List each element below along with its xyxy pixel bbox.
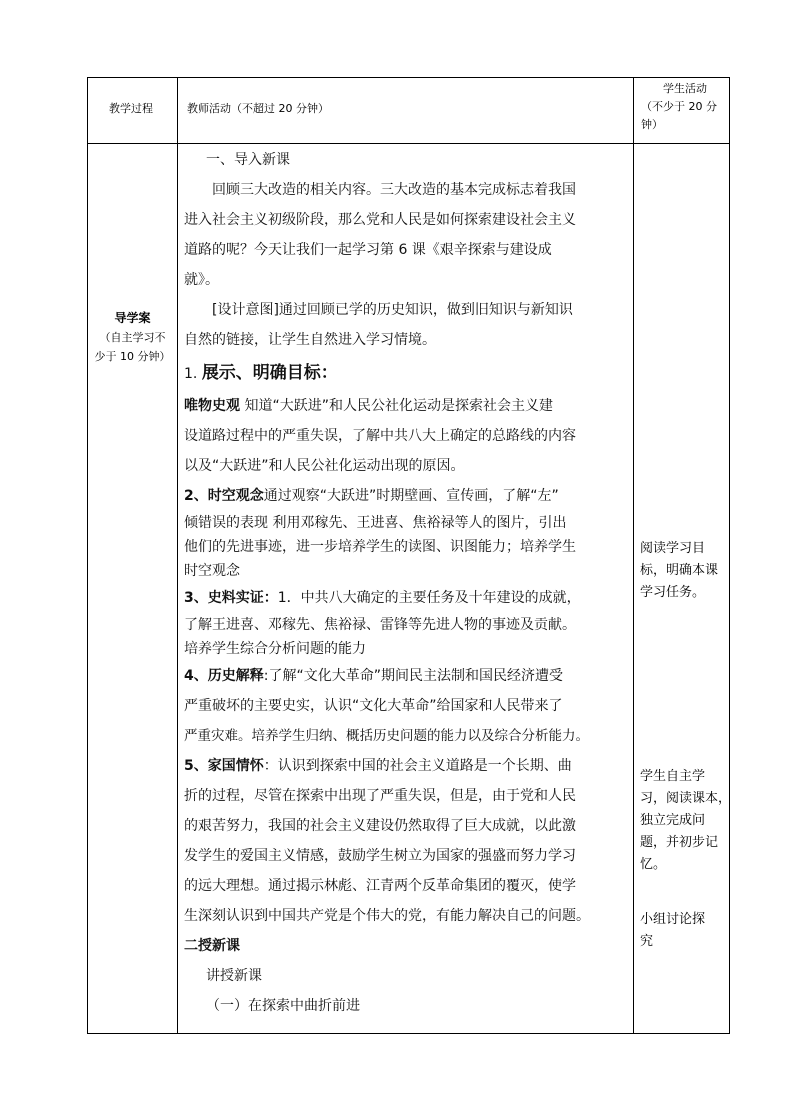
goal-1-text: 知道“大跃进”和人民公社化运动是探索社会主义建 bbox=[240, 398, 553, 414]
lesson-plan-table bbox=[87, 77, 730, 1034]
column-divider-1 bbox=[177, 78, 178, 1033]
goal-3-text: 1．中共八大确定的主要任务及十年建设的成就， bbox=[277, 590, 581, 606]
goal-1-label: 唯物史观 bbox=[184, 398, 240, 414]
design-intent-line-2: 自然的链接，让学生自然进入学习情境。 bbox=[184, 332, 436, 348]
guide-title: 导学案 bbox=[114, 311, 151, 325]
teach-subheading: 讲授新课 bbox=[206, 968, 262, 984]
activity-1-line-2: 标，明确本课 bbox=[640, 563, 719, 578]
activity-2-line-2: 习，阅读课本， bbox=[640, 791, 732, 806]
goal-3-label: 3、史料实证： bbox=[184, 590, 278, 606]
teach-heading: 二授新课 bbox=[184, 938, 240, 954]
header-student-activity-line3: 钟） bbox=[641, 118, 663, 131]
goal-1-line-1 bbox=[184, 391, 634, 421]
goals-number: 1. bbox=[184, 366, 198, 382]
goal-5-line-4: 发学生的爱国主义情感，鼓励学生树立为国家的强盛而努力学习 bbox=[184, 848, 576, 864]
teach-item-1: （一）在探索中曲折前进 bbox=[206, 998, 360, 1014]
goal-5-line-5: 的远大理想。通过揭示林彪、江青两个反革命集团的覆灭，使学 bbox=[184, 878, 576, 894]
activity-2-line-1: 学生自主学 bbox=[640, 769, 706, 784]
goal-4-text: :了解“文化大革命”期间民主法制和国民经济遭受 bbox=[263, 668, 563, 684]
teacher-activity-content bbox=[184, 145, 634, 1021]
activity-group-discussion bbox=[640, 909, 730, 953]
goal-3-line-3: 培养学生综合分析问题的能力 bbox=[184, 641, 366, 657]
goals-heading-text: 展示、明确目标： bbox=[201, 363, 338, 383]
goal-5-line-6: 生深刻认识到中国共产党是个伟大的党，有能力解决自己的问题。 bbox=[184, 908, 590, 924]
intro-line-3: 道路的呢？今天让我们一起学习第 6 课《艰辛探索与建设成 bbox=[184, 242, 552, 258]
goal-4-label: 4、历史解释 bbox=[184, 668, 264, 684]
goal-2-line-4: 时空观念 bbox=[184, 563, 240, 579]
design-intent-line-1: [设计意图]通过回顾已学的历史知识，做到旧知识与新知识 bbox=[212, 302, 573, 318]
intro-line-2: 进入社会主义初级阶段，那么党和人民是如何探索建设社会主义 bbox=[184, 212, 576, 228]
intro-line-1: 回顾三大改造的相关内容。三大改造的基本完成标志着我国 bbox=[212, 182, 576, 198]
guide-note-line1: （自主学习不 bbox=[99, 331, 166, 344]
intro-line-4: 就》。 bbox=[184, 272, 219, 288]
header-student-activity bbox=[641, 80, 729, 134]
activity-self-study bbox=[640, 766, 730, 876]
header-teaching-process: 教学过程 bbox=[109, 102, 153, 115]
goal-4-line-3: 严重灾难。培养学生归纳、概括历史问题的能力以及综合分析能力。 bbox=[184, 728, 589, 744]
goal-2-text: 通过观察“大跃进”时期壁画、宣传画，了解“左” bbox=[263, 488, 559, 504]
activity-2-line-3: 独立完成问 bbox=[640, 813, 706, 828]
activity-2-line-5: 忆。 bbox=[640, 857, 667, 872]
header-student-activity-line2: （不少于 20 分 bbox=[641, 100, 717, 113]
goal-2-label: 2、时空观念 bbox=[184, 488, 264, 504]
header-student-activity-line1: 学生活动 bbox=[663, 82, 707, 95]
activity-2-line-4: 题，并初步记 bbox=[640, 835, 719, 850]
goal-1-line-2: 设道路过程中的严重失误，了解中共八大上确定的总路线的内容 bbox=[184, 428, 576, 444]
header-divider bbox=[88, 143, 729, 144]
goal-5-label: 5、家国情怀 bbox=[184, 758, 264, 774]
goals-heading bbox=[184, 355, 634, 391]
goal-5-line-2: 折的过程，尽管在探索中出现了严重失误，但是，由于党和人民 bbox=[184, 788, 576, 804]
activity-read-goals bbox=[640, 538, 730, 604]
goal-2-line-2: 倾错误的表现 利用邓稼先、王进喜、焦裕禄等人的图片，引出 bbox=[184, 515, 567, 531]
goal-4-line-2: 严重破坏的主要史实，认识“文化大革命”给国家和人民带来了 bbox=[184, 698, 563, 714]
goal-1-line-3: 以及“大跃进”和人民公社化运动出现的原因。 bbox=[184, 458, 465, 474]
goal-4-line-1 bbox=[184, 661, 634, 691]
activity-3-line-2: 究 bbox=[640, 934, 654, 949]
activity-3-line-1: 小组讨论探 bbox=[640, 912, 706, 927]
goal-2-line-1 bbox=[184, 481, 634, 511]
goal-5-line-3: 的艰苦努力，我国的社会主义建设仍然取得了巨大成就，以此激 bbox=[184, 818, 576, 834]
header-teacher-activity: 教师活动（不超过 20 分钟） bbox=[187, 102, 329, 115]
goal-5-text: ：认识到探索中国的社会主义道路是一个长期、曲 bbox=[263, 758, 572, 774]
activity-1-line-3: 学习任务。 bbox=[640, 585, 706, 600]
guide-note-line2: 少于 10 分钟） bbox=[94, 350, 171, 363]
goal-3-line-2: 了解王进喜、邓稼先、焦裕禄、雷锋等先进人物的事迹及贡献。 bbox=[184, 617, 576, 633]
goal-2-line-3: 他们的先进事迹，进一步培养学生的读图、识图能力；培养学生 bbox=[184, 539, 576, 555]
goal-5-line-1 bbox=[184, 751, 634, 781]
activity-1-line-1: 阅读学习目 bbox=[640, 541, 706, 556]
guide-section-label bbox=[88, 309, 177, 366]
intro-heading: 一、导入新课 bbox=[206, 152, 290, 168]
goal-3-line-1 bbox=[184, 583, 634, 613]
